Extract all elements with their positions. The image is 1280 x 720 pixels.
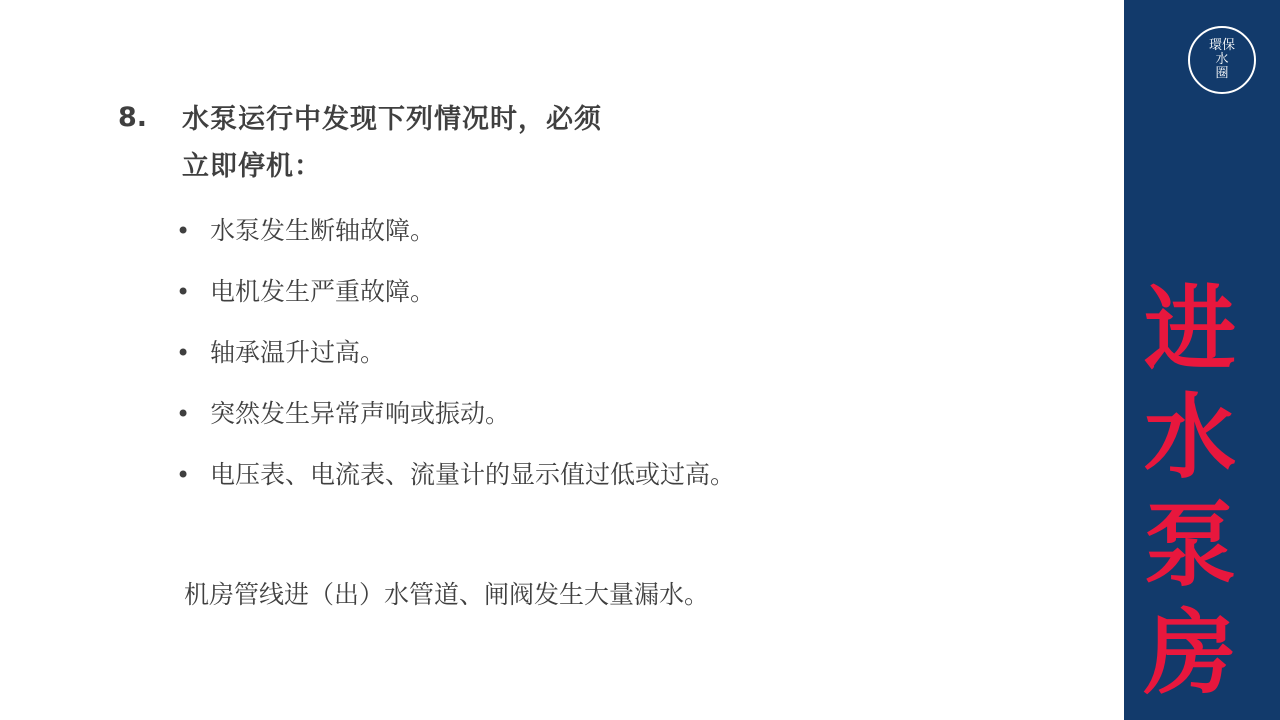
list-item-label: 电机发生严重故障。 <box>210 277 436 306</box>
bullet-marker-icon: • <box>176 217 191 245</box>
brand-logo <box>1188 26 1256 94</box>
brand-logo-line-3: 圈 <box>1215 66 1229 81</box>
headline-text <box>182 96 602 190</box>
list-item-label: 突然发生异常声响或振动。 <box>210 399 511 428</box>
brand-logo-line-1: 環保 <box>1208 38 1235 53</box>
vertical-title-char-4: 房 <box>1143 600 1236 707</box>
vertical-title-char-2: 水 <box>1143 384 1236 491</box>
bullet-marker-icon: • <box>176 400 191 428</box>
closing-paragraph: 机房管线进（出）水管道、闸阀发生大量漏水。 <box>184 580 710 609</box>
headline-number: 8. <box>118 102 148 133</box>
list-item <box>176 214 976 248</box>
bullet-marker-icon: • <box>176 339 191 367</box>
list-item <box>176 275 976 309</box>
headline-line-1: 水泵运行中发现下列情况时，必须 <box>182 104 602 135</box>
brand-logo-text <box>1209 39 1235 81</box>
bullet-list <box>176 214 976 519</box>
vertical-section-title <box>1134 276 1246 708</box>
list-item <box>176 397 976 431</box>
vertical-title-char-3: 泵 <box>1143 492 1236 599</box>
list-item-label: 电压表、电流表、流量计的显示值过低或过高。 <box>210 460 736 489</box>
list-item <box>176 458 976 492</box>
bullet-marker-icon: • <box>176 278 191 306</box>
vertical-title-char-1: 进 <box>1143 276 1236 383</box>
page-title <box>118 96 918 190</box>
brand-logo-line-2: 水 <box>1215 52 1229 67</box>
bullet-marker-icon: • <box>176 461 191 489</box>
list-item-label: 水泵发生断轴故障。 <box>210 216 436 245</box>
headline-line-2: 立即停机： <box>182 151 322 182</box>
list-item-label: 轴承温升过高。 <box>210 338 386 367</box>
list-item <box>176 336 976 370</box>
